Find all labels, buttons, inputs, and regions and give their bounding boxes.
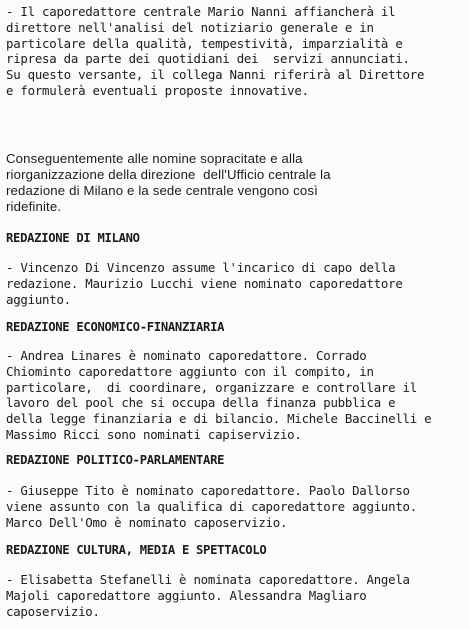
text-line: direttore nell'analisi del notiziario generale e in	[6, 19, 374, 35]
section-heading-economico-finanziaria: REDAZIONE ECONOMICO-FINANZIARIA	[6, 320, 225, 334]
text-line: particolare, di coordinare, organizzare e controllare il	[6, 379, 417, 395]
text-line: viene assunto con la qualifica di caporedattore aggiunto.	[6, 498, 417, 514]
text-line: Majoli caporedattore aggiunto. Alessandra Magliaro	[6, 587, 367, 603]
text-line: Marco Dell'Omo è nominato caposervizio.	[6, 514, 288, 530]
section-heading-politico-parlamentare: REDAZIONE POLITICO-PARLAMENTARE	[6, 453, 225, 467]
text-line: Massimo Ricci sono nominati capiservizio.	[6, 426, 302, 442]
intro-paragraph	[6, 4, 468, 99]
text-line: e formulerà eventuali proposte innovative.	[6, 82, 309, 98]
section-body-milano	[6, 260, 468, 307]
text-line: - Il caporedattore centrale Mario Nanni affiancherà il	[6, 4, 396, 19]
text-line: Chiominto caporedattore aggiunto con il compito, in	[6, 363, 374, 379]
text-line: della legge finanziaria e di bilancio. Michele Baccinelli e	[6, 411, 432, 427]
text-line: Su questo versante, il collega Nanni riferirà al Direttore	[6, 67, 425, 83]
text-line: redazione. Maurizio Lucchi viene nominato caporedattore	[6, 275, 403, 291]
consequence-paragraph	[6, 151, 468, 215]
section-body-economico-finanziaria	[6, 348, 468, 443]
text-line: - Elisabetta Stefanelli è nominata caporedattore. Angela	[6, 572, 410, 587]
text-line: aggiunto.	[6, 291, 71, 307]
text-line: riorganizzazione della direzione dell'Ufficio centrale la	[6, 167, 331, 182]
text-line: - Giuseppe Tito è nominato caporedattore. Paolo Dallorso	[6, 483, 410, 498]
text-line: ridefinite.	[6, 199, 62, 214]
text-line: - Andrea Linares è nominato caporedattore. Corrado	[6, 348, 367, 363]
section-heading-milano: REDAZIONE DI MILANO	[6, 231, 140, 245]
section-heading-cultura-media-spettacolo: REDAZIONE CULTURA, MEDIA E SPETTACOLO	[6, 543, 267, 557]
text-line: caposervizio.	[6, 603, 100, 619]
text-line: lavoro del pool che si occupa della finanza pubblica e	[6, 395, 396, 411]
text-line: ripresa da parte dei quotidiani dei servizi annunciati.	[6, 51, 410, 67]
section-body-cultura-media-spettacolo	[6, 572, 468, 619]
section-body-politico-parlamentare	[6, 483, 468, 530]
text-line: - Vincenzo Di Vincenzo assume l'incarico di capo della	[6, 260, 396, 275]
text-line: redazione di Milano e la sede centrale vengono così	[6, 183, 318, 198]
text-line: Conseguentemente alle nomine sopracitate e alla	[6, 151, 303, 166]
text-line: particolare della qualità, tempestività, imparzialità e	[6, 35, 403, 51]
